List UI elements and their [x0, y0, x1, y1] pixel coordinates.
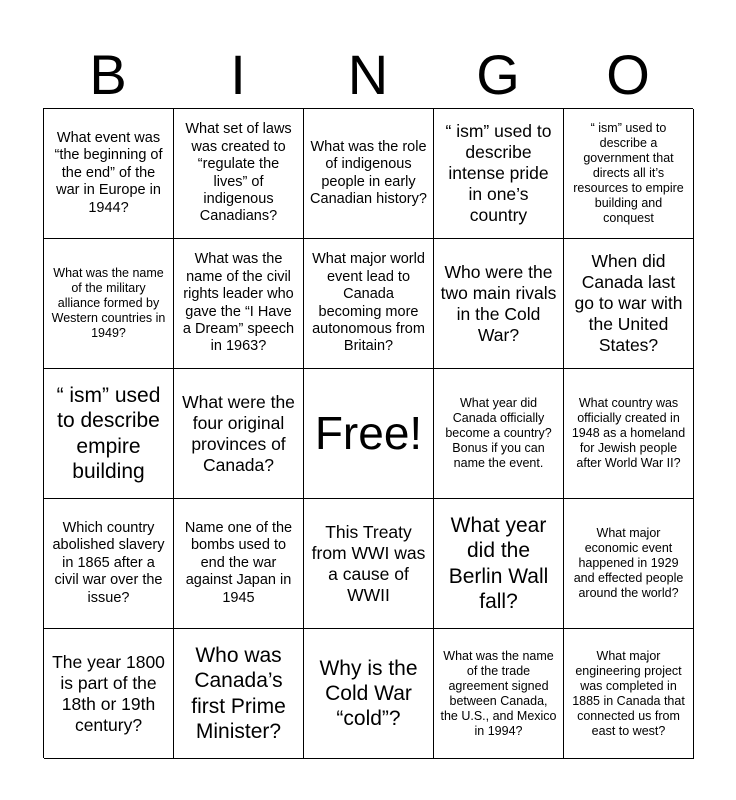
header-letter-b: B [89, 43, 127, 106]
bingo-cell-10[interactable]: When did Canada last go to war with the United States? [564, 239, 694, 369]
bingo-cell-1[interactable]: What event was “the beginning of the end” of the war in Europe in 1944? [44, 109, 174, 239]
bingo-cell-7[interactable]: What was the name of the civil rights leader who gave the “I Have a Dream” speech in 1963? [174, 239, 304, 369]
header-letter-n: N [347, 43, 389, 106]
bingo-cell-24[interactable]: What was the name of the trade agreement signed between Canada, the U.S., and Mexico in 1994? [434, 629, 564, 759]
bingo-cell-2[interactable]: What set of laws was created to “regulate the lives” of indigenous Canadians? [174, 109, 304, 239]
bingo-cell-23[interactable]: Why is the Cold War “cold”? [304, 629, 434, 759]
bingo-cell-22[interactable]: Who was Canada’s first Prime Minister? [174, 629, 304, 759]
bingo-cell-20[interactable]: What major economic event happened in 1929 and effected people around the world? [564, 499, 694, 629]
bingo-cell-15[interactable]: What country was officially created in 1948 as a homeland for Jewish people after World War II? [564, 369, 694, 499]
bingo-cell-12[interactable]: What were the four original provinces of Canada? [174, 369, 304, 499]
bingo-cell-5[interactable]: “ ism” used to describe a government that directs all it’s resources to empire building and conquest [564, 109, 694, 239]
bingo-cell-3[interactable]: What was the role of indigenous people in early Canadian history? [304, 109, 434, 239]
bingo-cell-17[interactable]: Name one of the bombs used to end the war against Japan in 1945 [174, 499, 304, 629]
bingo-cell-6[interactable]: What was the name of the military alliance formed by Western countries in 1949? [44, 239, 174, 369]
bingo-cell-11[interactable]: “ ism” used to describe empire building [44, 369, 174, 499]
bingo-cell-14[interactable]: What year did Canada officially become a country? Bonus if you can name the event. [434, 369, 564, 499]
header-letter-g: G [476, 43, 520, 106]
header-letter-o: O [606, 43, 650, 106]
bingo-cell-4[interactable]: “ ism” used to describe intense pride in one’s country [434, 109, 564, 239]
free-space-cell[interactable]: Free! [304, 369, 434, 499]
bingo-cell-16[interactable]: Which country abolished slavery in 1865 after a civil war over the issue? [44, 499, 174, 629]
bingo-cell-9[interactable]: Who were the two main rivals in the Cold War? [434, 239, 564, 369]
bingo-cell-21[interactable]: The year 1800 is part of the 18th or 19th century? [44, 629, 174, 759]
bingo-cell-25[interactable]: What major engineering project was completed in 1885 in Canada that connected us from east to west? [564, 629, 694, 759]
bingo-cell-8[interactable]: What major world event lead to Canada becoming more autonomous from Britain? [304, 239, 434, 369]
bingo-card-grid [43, 108, 693, 758]
bingo-cell-18[interactable]: This Treaty from WWI was a cause of WWII [304, 499, 434, 629]
bingo-header [43, 42, 693, 108]
header-letter-i: I [230, 43, 246, 106]
bingo-cell-19[interactable]: What year did the Berlin Wall fall? [434, 499, 564, 629]
